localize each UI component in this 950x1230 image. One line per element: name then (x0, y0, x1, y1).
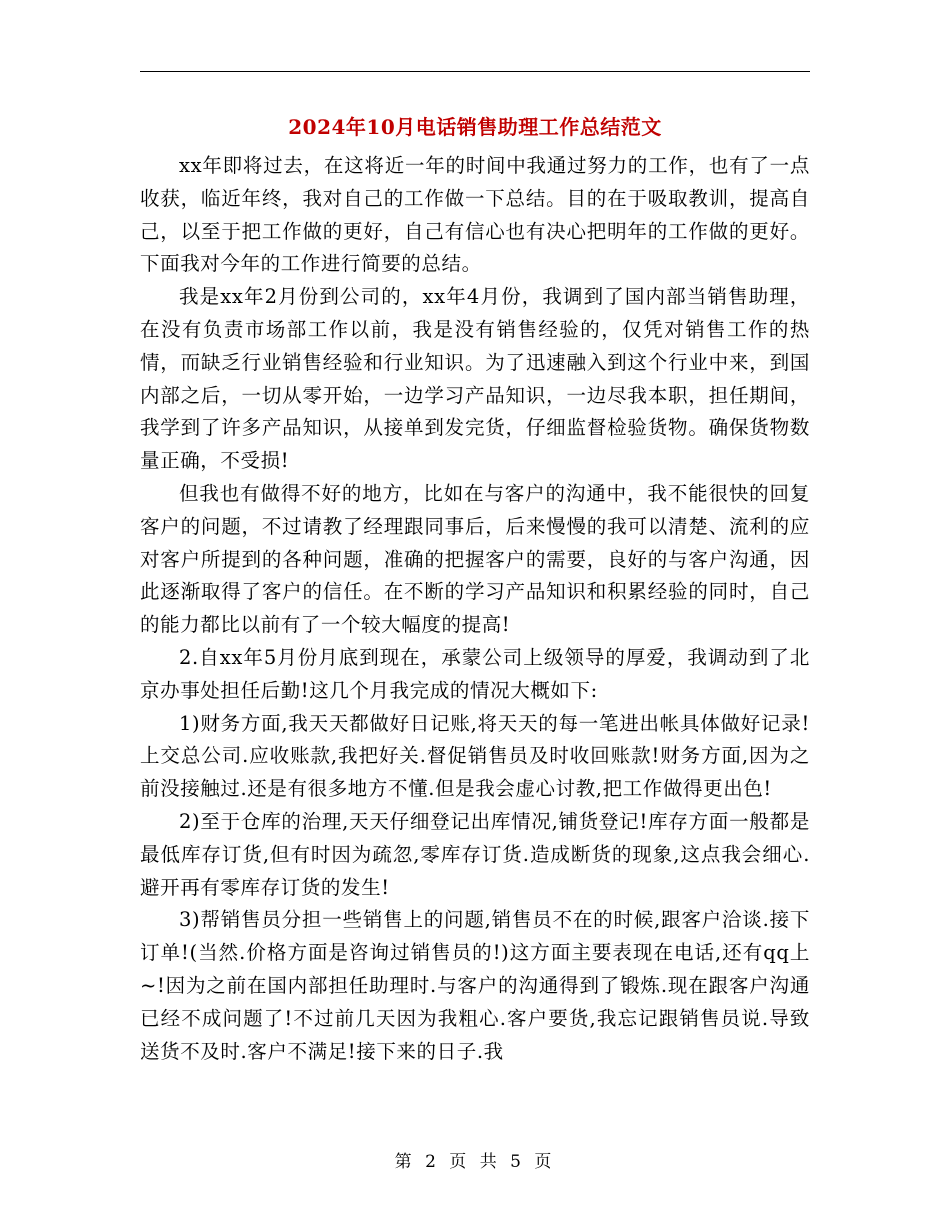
paragraph-item-finance: 1)财务方面,我天天都做好日记账,将天天的每一笔进出帐具体做好记录!上交总公司.应收账款,我把好关.督促销售员及时收回账款!财务方面,因为之前没接触过.还是有很多地方不懂.但是我会虚心讨教,把工作做得更出色! (140, 711, 810, 801)
paragraph-section-2: 2.自xx年5月份月底到现在，承蒙公司上级领导的厚爱，我调动到了北京办事处担任后勤!这几个月我完成的情况大概如下: (140, 645, 810, 702)
header-rule (140, 71, 810, 72)
paragraph-item-sales-support: 3)帮销售员分担一些销售上的问题,销售员不在的时候,跟客户洽谈.接下订单!(当然.价格方面是咨询过销售员的!)这方面主要表现在电话,还有qq上~!因为之前在国内部担任助理时.与客户的沟通得到了锻炼.现在跟客户沟通已经不成问题了!不过前几天因为我粗心.客户要货,我忘记跟销售员说.导致送货不及时.客户不满足!接下来的日子.我 (140, 908, 810, 1063)
paragraph-shortcomings: 但我也有做得不好的地方，比如在与客户的沟通中，我不能很快的回复客户的问题，不过请教了经理跟同事后，后来慢慢的我可以清楚、流利的应对客户所提到的各种问题，准确的把握客户的需要，良好的与客户沟通，因此逐渐取得了客户的信任。在不断的学习产品知识和积累经验的同时，自己的能力都比以前有了一个较大幅度的提高! (140, 481, 810, 637)
document-body (140, 150, 810, 1068)
document-title: 2024年10月电话销售助理工作总结范文 (288, 115, 662, 139)
paragraph-background: 我是xx年2月份到公司的，xx年4月份，我调到了国内部当销售助理，在没有负责市场部工作以前，我是没有销售经验的，仅凭对销售工作的热情，而缺乏行业销售经验和行业知识。为了迅速融入到这个行业中来，到国内部之后，一切从零开始，一边学习产品知识，一边尽我本职，担任期间，我学到了许多产品知识，从接单到发完货，仔细监督检验货物。确保货物数量正确，不受损! (140, 285, 810, 473)
paragraph-intro: xx年即将过去，在这将近一年的时间中我通过努力的工作，也有了一点收获，临近年终，我对自己的工作做一下总结。目的在于吸取教训，提高自己，以至于把工作做的更好，自己有信心也有决心把明年的工作做的更好。下面我对今年的工作进行简要的总结。 (140, 154, 810, 276)
paragraph-item-warehouse: 2)至于仓库的治理,天天仔细登记出库情况,铺货登记!库存方面一般都是最低库存订货,但有时因为疏忽,零库存订货.造成断货的现象,这点我会细心.避开再有零库存订货的发生! (140, 809, 810, 899)
page-number: 第 2 页 共 5 页 (394, 1152, 556, 1172)
